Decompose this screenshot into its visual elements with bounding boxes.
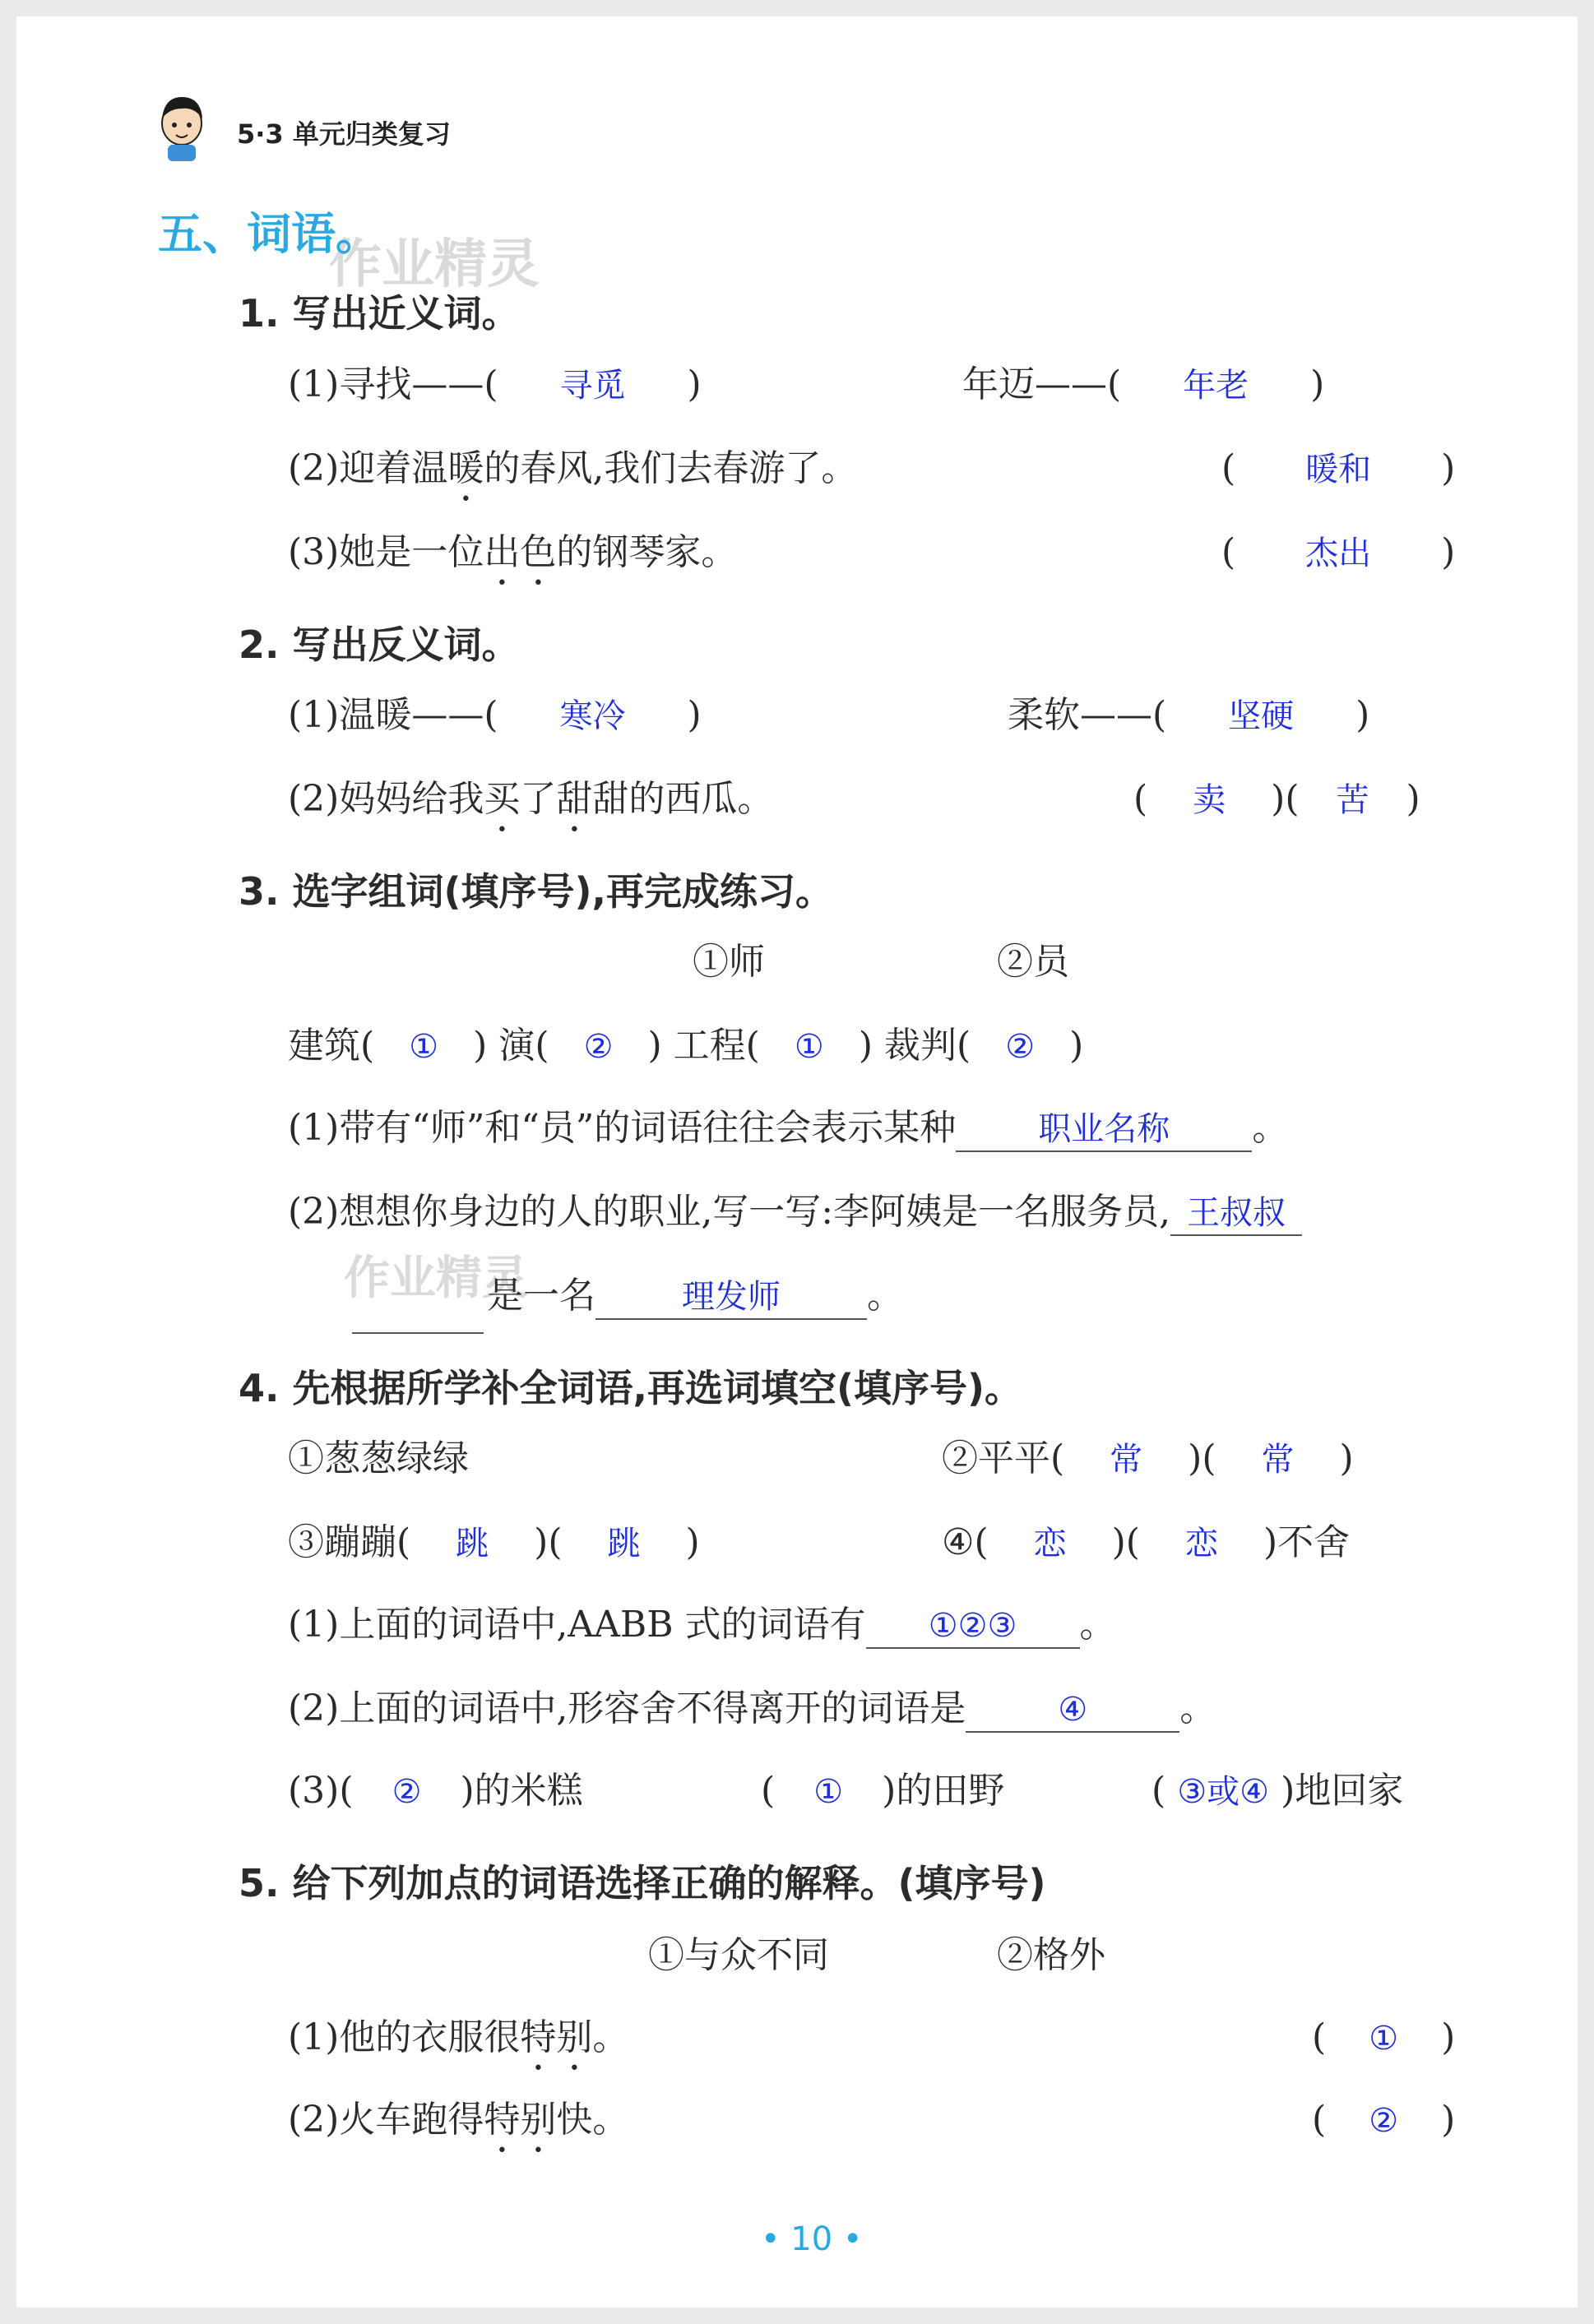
q4-sub3-c: ( ③或④ )地回家	[1151, 1766, 1403, 1817]
q1-row3-answer: ( 杰出 )	[1221, 528, 1455, 578]
q4-item4: ④( 恋 )( 恋 )不舍	[942, 1518, 1350, 1568]
q5-title: 5. 给下列加点的词语选择正确的解释。(填序号)	[239, 1861, 1046, 1905]
answer: 理发师	[595, 1275, 867, 1320]
answer: 恋	[1033, 1525, 1067, 1562]
watermark-2: 作业精灵	[344, 1252, 528, 1305]
answer: ①②③	[866, 1604, 1080, 1649]
section-title: 五、词语。	[158, 208, 380, 260]
answer: 年老	[1183, 367, 1249, 405]
answer: 坚硬	[1228, 697, 1295, 735]
q4-item2: ②平平( 常 )( 常 )	[942, 1434, 1354, 1484]
q2-row2-answer: ( 卖 )( 苦 )	[1133, 775, 1420, 825]
brand-title: 5·3 单元归类复习	[237, 118, 451, 150]
blank-line	[352, 1332, 484, 1334]
dotted-word: 买	[484, 778, 521, 820]
q4-item3: ③蹦蹦( 跳 )( 跳 )	[288, 1518, 700, 1568]
q4-sub2: (2)上面的词语中,形容舍不得离开的词语是 ④ 。	[288, 1684, 1216, 1734]
dotted-word: 特别	[484, 2099, 557, 2141]
q1-title: 1. 写出近义词。	[239, 291, 520, 336]
q4-sub1: (1)上面的词语中,AABB 式的词语有 ①②③ 。	[288, 1600, 1116, 1650]
answer: 恋	[1184, 1525, 1218, 1562]
answer: 寒冷	[559, 697, 626, 735]
answer: ②	[583, 1028, 614, 1066]
dotted-word: 暖	[447, 447, 484, 489]
q2-row1-left: (1)温暖——( 寒冷 )	[288, 691, 702, 741]
answer: 常	[1261, 1441, 1295, 1479]
q1-row2-answer: ( 暖和 )	[1221, 444, 1455, 494]
q2-row1-right: 柔软——( 坚硬 )	[1008, 691, 1369, 741]
dotted-word: 甜	[556, 778, 593, 820]
q3-words-row: 建筑( ① ) 演( ② ) 工程( ① ) 裁判( ② )	[288, 1021, 1083, 1072]
answer: 暖和	[1305, 451, 1372, 488]
q4-sub3-a: (3)( ② )的米糕	[288, 1766, 583, 1817]
answer: ②	[392, 1773, 422, 1811]
dotted-word: 特别	[520, 2016, 593, 2058]
answer: ①	[813, 1773, 844, 1811]
q3-sub1: (1)带有“师”和“员”的词语往往会表示某种 职业名称 。	[288, 1104, 1288, 1153]
q5-row2-answer: ( ② )	[1312, 2095, 1455, 2146]
q4-item1: ①葱葱绿绿	[288, 1437, 469, 1479]
answer: 职业名称	[956, 1108, 1252, 1152]
q1-row1-right: 年迈——( 年老 )	[962, 360, 1324, 410]
answer: 杰出	[1305, 535, 1372, 572]
q5-row1-answer: ( ① )	[1312, 2013, 1455, 2063]
answer: ①	[1369, 2020, 1399, 2058]
q5-option-1: ①与众不同	[648, 1934, 829, 1976]
page-number: • 10 •	[761, 2220, 863, 2258]
answer: 卖	[1193, 781, 1226, 819]
q3-sub2-line1: (2)想想你身边的人的职业,写一写:李阿姨是一名服务员, 王叔叔	[288, 1187, 1302, 1237]
answer: 苦	[1336, 781, 1369, 819]
mascot-icon	[155, 90, 209, 163]
answer: ②	[1369, 2102, 1399, 2140]
q3-option-1: ①师	[693, 941, 765, 983]
workbook-page	[16, 16, 1578, 2308]
watermark: 作业精灵	[329, 234, 540, 295]
answer: 跳	[456, 1525, 489, 1562]
answer: ④	[966, 1688, 1179, 1733]
q5-row1: (1)他的衣服很特别。	[288, 2016, 629, 2058]
q5-option-2: ②格外	[997, 1934, 1105, 1976]
q5-row2: (2)火车跑得特别快。	[288, 2099, 629, 2141]
q1-row3: (3)她是一位出色的钢琴家。	[288, 531, 738, 573]
answer: 跳	[607, 1525, 641, 1562]
q4-title: 4. 先根据所学补全词语,再选词填空(填序号)。	[239, 1366, 1023, 1410]
answer: 寻觅	[559, 367, 626, 405]
q3-title: 3. 选字组词(填序号),再完成练习。	[239, 869, 834, 914]
answer: ③或④	[1177, 1773, 1270, 1811]
q1-row1-left: (1)寻找——( 寻觅 )	[288, 360, 702, 410]
q3-option-2: ②员	[997, 941, 1069, 983]
answer: 常	[1110, 1441, 1143, 1479]
q1-row2: (2)迎着温暖的春风,我们去春游了。	[288, 447, 858, 489]
dotted-word: 出色	[484, 531, 557, 573]
q2-row2: (2)妈妈给我买了甜甜的西瓜。	[288, 778, 774, 820]
answer: ①	[794, 1028, 824, 1066]
answer: ②	[1005, 1028, 1036, 1066]
q4-sub3-b: ( ① )的田野	[761, 1766, 1004, 1817]
q3-sub2-line2: 是一名 理发师 。	[487, 1271, 903, 1321]
answer: ①	[409, 1028, 439, 1066]
answer: 王叔叔	[1170, 1192, 1302, 1236]
q2-title: 2. 写出反义词。	[239, 623, 520, 667]
